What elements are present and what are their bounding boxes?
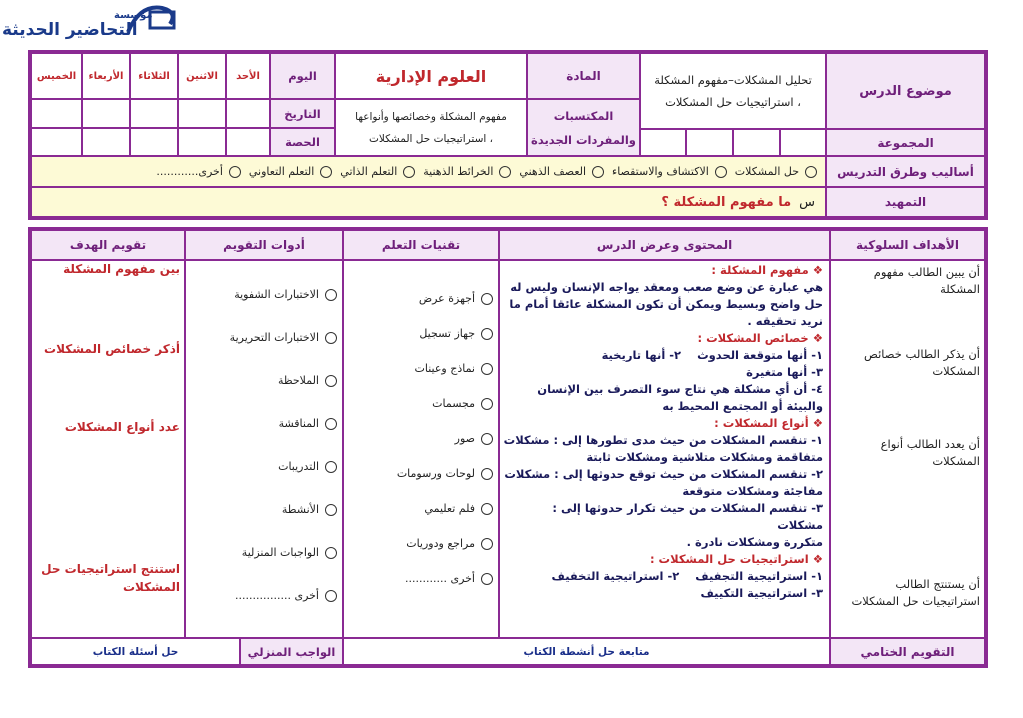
acquired-label-2: والمفردات الجديدة — [531, 132, 636, 147]
tool-option[interactable]: الاختبارات التحريرية — [191, 331, 337, 344]
period-cell — [82, 128, 130, 156]
technique-option[interactable]: مجسمات — [349, 397, 493, 410]
content-heading: ❖استراتيجيات حل المشكلات : — [649, 552, 823, 566]
topic-label: موضوع الدرس — [826, 53, 985, 129]
eval-item: بين مفهوم المشكلة — [63, 262, 180, 276]
period-cell — [178, 128, 226, 156]
radio-circle-icon[interactable] — [325, 332, 337, 344]
date-cell — [31, 99, 82, 128]
content-line: مفاجئة ومشكلات متوقعة — [682, 484, 823, 498]
intro-prefix: س — [799, 194, 815, 210]
final-eval-value: متابعة حل أنشطة الكتاب — [343, 638, 830, 665]
content-heading: ❖أنواع المشكلات : — [714, 416, 823, 430]
acquired-label-1: المكتسبات — [553, 108, 614, 123]
topic-line-2: ، استراتيجيات حل المشكلات — [665, 95, 801, 109]
technique-option[interactable]: جهاز تسجيل — [349, 327, 493, 340]
radio-circle-icon[interactable] — [325, 375, 337, 387]
period-cell — [31, 128, 82, 156]
content-line: والبيئة أو المجتمع المحيط به — [662, 399, 823, 413]
technique-option[interactable]: صور — [349, 432, 493, 445]
content-line: ٣- أنها متغيرة — [746, 365, 823, 379]
radio-circle-icon[interactable] — [481, 538, 493, 550]
objective-item: أن يعدد الطالب أنواع المشكلات — [880, 437, 980, 468]
lesson-content — [503, 262, 823, 602]
date-cell — [178, 99, 226, 128]
content-line: متكررة ومشكلات نادرة . — [686, 535, 823, 549]
diamond-icon: ❖ — [812, 331, 823, 345]
checkbox-circle-icon[interactable] — [403, 166, 415, 178]
header-tools: أدوات التقويم — [185, 230, 343, 260]
date-cell — [226, 99, 270, 128]
content-line: ٣- استراتيجية التكييف — [700, 586, 823, 600]
intro-label: التمهيد — [826, 187, 985, 217]
content-heading: ❖مفهوم المشكلة : — [711, 263, 823, 277]
content-line: نريد تحقيقه . — [747, 314, 823, 328]
eval-item: استنتج استراتيجيات حل المشكلات — [41, 562, 180, 594]
group-label: المجموعة — [826, 129, 985, 156]
method-item[interactable]: حل المشكلات — [735, 165, 817, 178]
radio-circle-icon[interactable] — [325, 418, 337, 430]
checkbox-circle-icon[interactable] — [499, 166, 511, 178]
diamond-icon: ❖ — [812, 263, 823, 277]
logo-main-text: التحاضير الحديثة — [2, 20, 138, 40]
tools-column — [185, 260, 343, 638]
content-heading: ❖خصائص المشكلات : — [697, 331, 823, 345]
technique-option[interactable]: فلم تعليمي — [349, 502, 493, 515]
objective-item: أن يذكر الطالب خصائص المشكلات — [864, 347, 980, 378]
subject-label: المادة — [527, 53, 640, 99]
technique-option[interactable]: أجهزة عرض — [349, 292, 493, 305]
tool-option[interactable]: الواجبات المنزلية — [191, 546, 337, 559]
group-cell-1 — [780, 129, 826, 156]
content-line: ١- أنها متوقعة الحدوث ٢- أنها تاريخية — [601, 348, 823, 362]
content-line: ١- استراتيجية التجفيف ٢- استراتيجية التخفيف — [551, 569, 823, 583]
date-cell — [130, 99, 178, 128]
logo-small-text: مؤسسة — [114, 10, 153, 21]
date-label: التاريخ — [270, 99, 335, 128]
diamond-icon: ❖ — [812, 552, 823, 566]
radio-circle-icon[interactable] — [481, 468, 493, 480]
objective-item: أن يبين الطالب مفهوم المشكلة — [873, 265, 980, 296]
group-cell-2 — [733, 129, 780, 156]
radio-circle-icon[interactable] — [481, 398, 493, 410]
radio-circle-icon[interactable] — [481, 328, 493, 340]
homework-value: حل أسئلة الكتاب — [31, 638, 240, 665]
day-monday: الاثنين — [178, 53, 226, 99]
day-sunday: الأحد — [226, 53, 270, 99]
checkbox-circle-icon[interactable] — [592, 166, 604, 178]
radio-circle-icon[interactable] — [325, 590, 337, 602]
content-line: ١- تنقسم المشكلات من حيث مدى تطورها إلى : مشكلات — [503, 433, 823, 447]
final-eval-label: التقويم الختامي — [830, 638, 985, 665]
header-content: المحتوى وعرض الدرس — [499, 230, 830, 260]
method-item[interactable]: العصف الذهني — [519, 165, 604, 178]
eval-item: عدد أنواع المشكلات — [64, 420, 180, 434]
technique-option[interactable]: مراجع ودوريات — [349, 537, 493, 550]
radio-circle-icon[interactable] — [325, 547, 337, 559]
period-label: الحصة — [270, 128, 335, 156]
method-item[interactable]: التعلم التعاوني — [249, 165, 332, 178]
content-line: حل واضح وبسيط ويمكن أن تكون المشكلة عائقا أمام ما — [509, 297, 823, 311]
radio-circle-icon[interactable] — [481, 363, 493, 375]
objective-item: أن يستنتج الطالب استراتيجيات حل المشكلات — [851, 577, 980, 608]
radio-circle-icon[interactable] — [481, 503, 493, 515]
tool-option[interactable]: الأنشطة — [191, 503, 337, 516]
acquired-value-1: مفهوم المشكلة وخصائصها وأنواعها — [355, 110, 507, 123]
methods-row — [31, 156, 826, 187]
technique-option[interactable]: أخرى ............ — [349, 572, 493, 585]
checkbox-circle-icon[interactable] — [320, 166, 332, 178]
date-cell — [82, 99, 130, 128]
group-cell-4 — [640, 129, 686, 156]
day-tuesday: الثلاثاء — [130, 53, 178, 99]
group-cell-3 — [686, 129, 733, 156]
day-thursday: الخميس — [31, 53, 82, 99]
content-line: ٤- أن أي مشكلة هي نتاج سوء التصرف بين الإنسان — [537, 382, 823, 396]
radio-circle-icon[interactable] — [325, 289, 337, 301]
tool-option[interactable]: التدريبات — [191, 460, 337, 473]
acquired-value — [335, 99, 527, 156]
method-item[interactable]: الاكتشاف والاستقصاء — [612, 165, 727, 178]
method-item[interactable]: أخرى............ — [156, 165, 241, 178]
eval-item: أذكر خصائص المشكلات — [44, 342, 180, 356]
acquired-value-2: ، استراتيجيات حل المشكلات — [368, 132, 494, 145]
day-label: اليوم — [270, 53, 335, 99]
header-eval: تقويم الهدف — [31, 230, 185, 260]
content-line: ٣- تنقسم المشكلات من حيث تكرار حدوثها إلى : مشكلات — [552, 501, 823, 532]
radio-circle-icon[interactable] — [481, 293, 493, 305]
tool-option[interactable]: الاختبارات الشفوية — [191, 288, 337, 301]
header-techniques: تقنيات التعلم — [343, 230, 499, 260]
period-cell — [226, 128, 270, 156]
method-item[interactable]: الخرائط الذهنية — [423, 165, 511, 178]
period-cell — [130, 128, 178, 156]
header-objectives: الأهداف السلوكية — [830, 230, 985, 260]
intro-row — [31, 187, 826, 217]
topic-value — [640, 53, 826, 129]
radio-circle-icon[interactable] — [325, 461, 337, 473]
logo — [2, 2, 187, 42]
technique-option[interactable]: نماذج وعينات — [349, 362, 493, 375]
technique-option[interactable]: لوحات ورسومات — [349, 467, 493, 480]
content-line: ٢- تنقسم المشكلات من حيث توقع حدوثها إلى : مشكلات — [504, 467, 823, 481]
homework-label: الواجب المنزلي — [240, 638, 343, 665]
diamond-icon: ❖ — [812, 416, 823, 430]
checkbox-circle-icon[interactable] — [715, 166, 727, 178]
checkbox-circle-icon[interactable] — [229, 166, 241, 178]
method-item[interactable]: التعلم الذاتي — [340, 165, 415, 178]
checkbox-circle-icon[interactable] — [805, 166, 817, 178]
tool-option[interactable]: المناقشة — [191, 417, 337, 430]
tool-option[interactable]: الملاحظة — [191, 374, 337, 387]
radio-circle-icon[interactable] — [481, 433, 493, 445]
topic-line-1: تحليل المشكلات–مفهوم المشكلة — [654, 73, 812, 87]
day-wednesday: الأربعاء — [82, 53, 130, 99]
content-line: هي عبارة عن وضع صعب ومعقد يواجه الإنسان وليس له — [510, 280, 823, 294]
methods-label: أساليب وطرق التدريس — [826, 156, 985, 187]
radio-circle-icon[interactable] — [481, 573, 493, 585]
subject-value: العلوم الإدارية — [335, 53, 527, 99]
acquired-label — [527, 99, 640, 156]
tool-option[interactable]: أخرى ................ — [191, 589, 337, 602]
intro-question: ما مفهوم المشكلة ؟ — [661, 194, 792, 210]
content-line: متفاقمة ومشكلات متلاشية ومشكلات ثابتة — [586, 450, 823, 464]
radio-circle-icon[interactable] — [325, 504, 337, 516]
